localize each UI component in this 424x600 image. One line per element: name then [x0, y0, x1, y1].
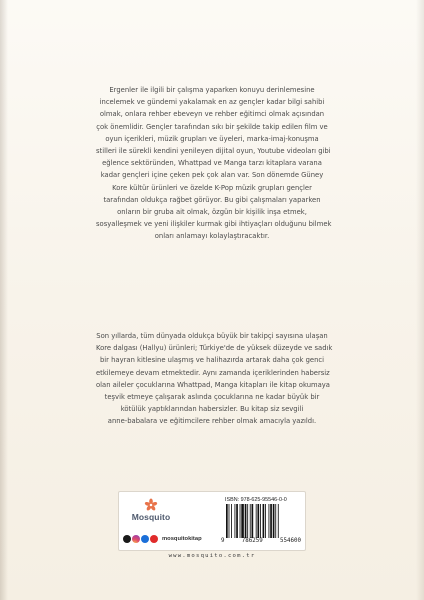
barcode-digit-group-1: 786259 — [241, 538, 263, 544]
text-line: eğlence sektöründen, Whattpad ve Manga tarzı kitaplara varana — [102, 159, 322, 168]
text-line: olan aileler çocuklarına Whattpad, Manga kitapları ile kitap okumaya — [96, 380, 330, 389]
text-line: Kore kültür ürünleri ve özelde K-Pop müzik grupları gençler — [112, 183, 312, 192]
text-line: anne-babalara ve eğitimcilere rehber olmak amacıyla yazıldı. — [107, 417, 317, 426]
publisher-logo — [123, 498, 179, 530]
barcode-digit-group-2: 554600 — [280, 538, 301, 544]
mosquito-flower-icon — [144, 498, 158, 512]
text-line: onları anlamayı kolaylaştıracaktır. — [154, 232, 270, 241]
isbn-label: ISBN: 978-625-95546-0-0 — [225, 497, 287, 503]
x-icon[interactable] — [123, 535, 131, 543]
text-line: Ergenler ile ilgili bir çalışma yaparken konuyu derinlemesine — [109, 86, 315, 94]
text-line: Kore dalgası (Hallyu) ürünleri; Türkiye'de de yüksek düzeyde ve sadık — [96, 344, 333, 353]
barcode-icon — [225, 504, 299, 538]
text-line: incelemek ve gündemi yakalamak en az gençler kadar bilgi sahibi — [99, 98, 325, 107]
text-line: onların bir gruba ait olmak, özgün bir kişilik inşa etmek, — [117, 208, 307, 217]
edge-shadow — [416, 0, 424, 600]
text-line: kötülük yaptıklarından habersizler. Bu kitap siz sevgili — [120, 405, 304, 414]
publisher-website[interactable]: www.mosquito.com.tr — [168, 553, 256, 559]
text-line: Son yıllarda, tüm dünyada oldukça büyük bir takipçi sayısına ulaşan — [96, 332, 328, 340]
description-paragraph-1 — [96, 84, 332, 243]
text-line: teşvik etmeye çalışarak aslında çocuklarına ne kadar büyük bir — [104, 393, 320, 402]
text-line: bir hayran kitlesine ulaşmış ve halihazırda artarak daha çok genci — [99, 356, 325, 365]
instagram-icon[interactable] — [132, 535, 140, 543]
spine-shadow — [0, 0, 8, 600]
social-handle[interactable]: mosquitokitap — [162, 536, 202, 542]
description-paragraph-2 — [96, 330, 333, 428]
text-line: oyun içerikleri, müzik grupları ve üyeleri, marka-imaj-konuşma — [105, 134, 319, 143]
publisher-info-box — [118, 491, 306, 551]
barcode-digit-first: 9 — [221, 538, 225, 544]
text-line: olmak, onlara rehber ebeveyn ve rehber eğitimci olmak açısından — [99, 110, 325, 119]
social-links — [123, 534, 202, 544]
text-line: stilleri ile sürekli kendini yenileyen dijital oyun, Youtube videoları gibi — [96, 147, 331, 156]
text-line: sosyalleşmek ve yeni ilişkiler kurmak gibi ihtiyaçları olduğunu bilmek — [96, 220, 332, 229]
text-line: tarafından oldukça rağbet görüyor. Bu gibi çalışmaları yaparken — [103, 195, 321, 204]
publisher-name: Mosquito — [131, 512, 171, 522]
barcode-digits — [221, 538, 301, 544]
youtube-icon[interactable] — [150, 535, 158, 543]
text-line: çok önemlidir. Gençler tarafından sıkı bir şekilde takip edilen film ve — [96, 122, 328, 131]
facebook-icon[interactable] — [141, 535, 149, 543]
text-line: kadar gençleri içine çeken pek çok alan var. Son dönemde Güney — [100, 171, 324, 180]
text-line: etkilemeye devam etmektedir. Aynı zamanda içeriklerinden habersiz — [96, 368, 330, 377]
